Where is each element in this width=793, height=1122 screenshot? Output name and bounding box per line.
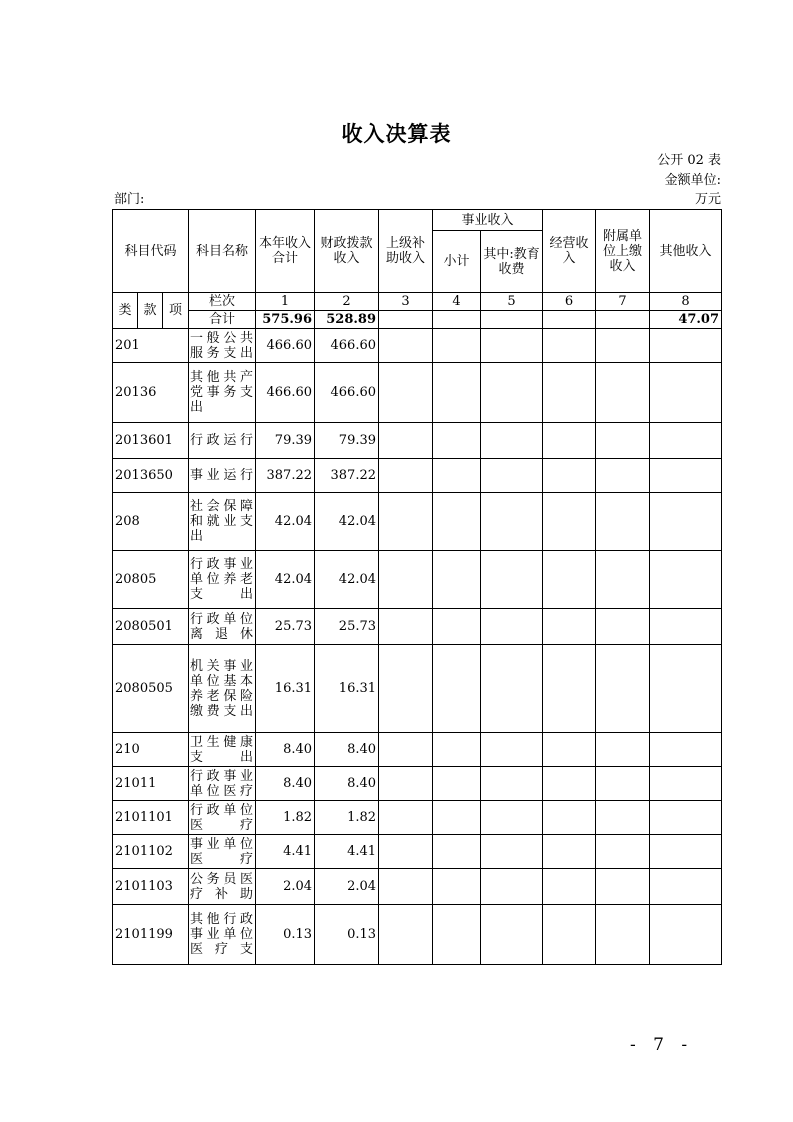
- row-subtotal: [433, 645, 481, 733]
- row-edu: [481, 905, 543, 965]
- row-name: 社会保障和就业支出: [189, 493, 256, 551]
- row-operating: [543, 869, 596, 905]
- row-other: [650, 645, 722, 733]
- row-superior: [379, 733, 433, 767]
- row-subtotal: [433, 459, 481, 493]
- row-subtotal: [433, 363, 481, 423]
- column-number: 6: [543, 293, 596, 311]
- row-fiscal: 1.82: [315, 801, 379, 835]
- table-row: [113, 835, 722, 869]
- form-number: 公开 02 表: [657, 153, 721, 168]
- row-other: [650, 493, 722, 551]
- row-name: 公务员医疗补助: [189, 869, 256, 905]
- column-number: 3: [379, 293, 433, 311]
- row-fiscal: 466.60: [315, 329, 379, 363]
- row-edu: [481, 767, 543, 801]
- row-name: 行政运行: [189, 423, 256, 459]
- row-operating: [543, 609, 596, 645]
- table-row: [113, 733, 722, 767]
- row-edu: [481, 493, 543, 551]
- row-name: 一般公共服务支出: [190, 330, 255, 361]
- row-affiliated: [596, 801, 650, 835]
- row-affiliated: [596, 645, 650, 733]
- row-edu: [481, 801, 543, 835]
- totals-row: [113, 311, 722, 329]
- row-name: 事业运行: [189, 459, 256, 493]
- row-name: 机关事业单位基本养老保险缴费支出: [189, 645, 256, 733]
- row-operating: [543, 801, 596, 835]
- row-fiscal: 4.41: [315, 835, 379, 869]
- row-fiscal: 0.13: [315, 905, 379, 965]
- row-operating: [543, 493, 596, 551]
- header-code: 科目代码: [113, 210, 189, 293]
- row-affiliated: [596, 493, 650, 551]
- header-name: 科目名称: [189, 210, 256, 293]
- row-code: 2013601: [113, 423, 189, 459]
- row-fiscal: 387.22: [315, 459, 379, 493]
- row-operating: [543, 363, 596, 423]
- row-code: 2101199: [113, 905, 189, 965]
- totals-total: 575.96: [256, 311, 315, 329]
- page-number: - 7 -: [630, 1035, 694, 1055]
- table-row: [113, 329, 722, 363]
- row-superior: [379, 767, 433, 801]
- row-edu: [481, 609, 543, 645]
- row-code: 2013650: [113, 459, 189, 493]
- row-edu: [481, 363, 543, 423]
- row-other: [650, 767, 722, 801]
- header-total: 本年收入合计: [256, 210, 315, 293]
- header-career: 事业收入: [433, 210, 543, 231]
- row-operating: [543, 329, 596, 363]
- row-total: 466.60: [256, 363, 315, 423]
- row-affiliated: [596, 329, 650, 363]
- table-row: [113, 551, 722, 609]
- row-edu: [481, 423, 543, 459]
- unit-label: 金额单位:: [664, 173, 721, 188]
- row-fiscal: 42.04: [315, 551, 379, 609]
- header-fiscal: 财政拨款收入: [315, 210, 379, 293]
- row-other: [650, 329, 722, 363]
- table-row: [113, 869, 722, 905]
- row-edu: [481, 645, 543, 733]
- row-affiliated: [596, 423, 650, 459]
- row-other: [650, 733, 722, 767]
- row-operating: [543, 905, 596, 965]
- row-other: [650, 609, 722, 645]
- row-total: 8.40: [256, 767, 315, 801]
- row-other: [650, 801, 722, 835]
- totals-operating: [543, 311, 596, 329]
- row-edu: [481, 459, 543, 493]
- row-operating: [543, 551, 596, 609]
- row-superior: [379, 905, 433, 965]
- row-superior: [379, 835, 433, 869]
- row-superior: [379, 869, 433, 905]
- header-kuan: 款: [138, 293, 163, 329]
- table-row: [113, 609, 722, 645]
- row-superior: [379, 423, 433, 459]
- column-number: 1: [256, 293, 315, 311]
- row-subtotal: [433, 733, 481, 767]
- row-edu: [481, 329, 543, 363]
- row-subtotal: [433, 329, 481, 363]
- row-name: 卫生健康支出: [190, 734, 255, 765]
- row-superior: [379, 329, 433, 363]
- totals-affiliated: [596, 311, 650, 329]
- column-number-row: [113, 293, 722, 311]
- totals-subtotal: [433, 311, 481, 329]
- row-superior: [379, 609, 433, 645]
- row-subtotal: [433, 905, 481, 965]
- row-name: 行政事业单位养老支出: [189, 551, 256, 609]
- row-other: [650, 835, 722, 869]
- income-report-table: [112, 209, 722, 965]
- totals-superior: [379, 311, 433, 329]
- table-row: [113, 645, 722, 733]
- header-lei: 类: [113, 293, 138, 329]
- row-subtotal: [433, 493, 481, 551]
- table-row: [113, 767, 722, 801]
- row-affiliated: [596, 767, 650, 801]
- header-operating: 经营收入: [543, 210, 596, 293]
- row-other: [650, 869, 722, 905]
- row-fiscal: 8.40: [315, 767, 379, 801]
- table-row: [113, 801, 722, 835]
- column-number: 7: [596, 293, 650, 311]
- row-superior: [379, 459, 433, 493]
- row-fiscal: 25.73: [315, 609, 379, 645]
- unit-value: 万元: [694, 192, 721, 207]
- row-superior: [379, 801, 433, 835]
- row-code: 20805: [113, 551, 189, 609]
- row-code: 2101102: [113, 835, 189, 869]
- row-operating: [543, 767, 596, 801]
- row-code: 20136: [113, 363, 189, 423]
- row-total: 25.73: [256, 609, 315, 645]
- row-other: [650, 905, 722, 965]
- row-subtotal: [433, 801, 481, 835]
- row-total: 4.41: [256, 835, 315, 869]
- row-name: 行政单位离退休: [189, 609, 256, 645]
- row-affiliated: [596, 835, 650, 869]
- row-fiscal: 466.60: [315, 363, 379, 423]
- header-edu: 其中:教育收费: [481, 231, 543, 293]
- row-code: 2080501: [113, 609, 189, 645]
- row-operating: [543, 835, 596, 869]
- row-code: 201: [113, 329, 189, 363]
- header-xiang: 项: [163, 293, 189, 329]
- row-subtotal: [433, 767, 481, 801]
- header-column-no: 栏次: [189, 293, 256, 311]
- row-total: 2.04: [256, 869, 315, 905]
- row-other: [650, 423, 722, 459]
- table-row: [113, 459, 722, 493]
- header-affiliated: 附属单位上缴收入: [596, 210, 650, 293]
- row-edu: [481, 835, 543, 869]
- row-affiliated: [596, 733, 650, 767]
- header-other: 其他收入: [650, 210, 722, 293]
- row-fiscal: 2.04: [315, 869, 379, 905]
- totals-fiscal: 528.89: [315, 311, 379, 329]
- row-fiscal: 42.04: [315, 493, 379, 551]
- row-superior: [379, 551, 433, 609]
- column-number: 8: [650, 293, 722, 311]
- table-row: [113, 423, 722, 459]
- row-affiliated: [596, 609, 650, 645]
- column-number: 4: [433, 293, 481, 311]
- row-code: 208: [113, 493, 189, 551]
- row-operating: [543, 459, 596, 493]
- row-edu: [481, 551, 543, 609]
- row-name: 行政单位医疗: [190, 802, 255, 833]
- row-other: [650, 551, 722, 609]
- row-total: 79.39: [256, 423, 315, 459]
- row-code: 2101103: [113, 869, 189, 905]
- row-fiscal: 79.39: [315, 423, 379, 459]
- row-code: 2080505: [113, 645, 189, 733]
- row-name: 其他共产党事务支出: [189, 363, 256, 423]
- row-total: 1.82: [256, 801, 315, 835]
- row-fiscal: 16.31: [315, 645, 379, 733]
- department-label: 部门:: [114, 192, 145, 207]
- row-total: 466.60: [256, 329, 315, 363]
- row-code: 2101101: [113, 801, 189, 835]
- row-name: 行政事业单位医疗: [190, 768, 255, 799]
- row-other: [650, 363, 722, 423]
- totals-label: 合计: [189, 311, 256, 329]
- row-edu: [481, 869, 543, 905]
- row-fiscal: 8.40: [315, 733, 379, 767]
- row-subtotal: [433, 423, 481, 459]
- header-superior: 上级补助收入: [379, 210, 433, 293]
- row-code: 21011: [113, 767, 189, 801]
- totals-edu: [481, 311, 543, 329]
- totals-other: 47.07: [650, 311, 722, 329]
- row-total: 16.31: [256, 645, 315, 733]
- page-title: 收入决算表: [341, 122, 452, 146]
- row-affiliated: [596, 869, 650, 905]
- header-subtotal: 小计: [433, 231, 481, 293]
- row-total: 42.04: [256, 493, 315, 551]
- row-affiliated: [596, 551, 650, 609]
- row-code: 210: [113, 733, 189, 767]
- table-row: [113, 493, 722, 551]
- row-subtotal: [433, 609, 481, 645]
- row-name: 事业单位医疗: [190, 836, 255, 867]
- row-total: 8.40: [256, 733, 315, 767]
- row-edu: [481, 733, 543, 767]
- row-name: 其他行政事业单位医疗支: [189, 905, 256, 965]
- row-subtotal: [433, 869, 481, 905]
- row-subtotal: [433, 835, 481, 869]
- header-row-1: [113, 210, 722, 231]
- row-affiliated: [596, 905, 650, 965]
- column-number: 5: [481, 293, 543, 311]
- row-operating: [543, 645, 596, 733]
- row-subtotal: [433, 551, 481, 609]
- row-affiliated: [596, 363, 650, 423]
- row-total: 0.13: [256, 905, 315, 965]
- row-superior: [379, 493, 433, 551]
- row-operating: [543, 423, 596, 459]
- table-row: [113, 363, 722, 423]
- row-affiliated: [596, 459, 650, 493]
- row-superior: [379, 645, 433, 733]
- row-total: 42.04: [256, 551, 315, 609]
- table-row: [113, 905, 722, 965]
- column-number: 2: [315, 293, 379, 311]
- row-superior: [379, 363, 433, 423]
- row-operating: [543, 733, 596, 767]
- row-other: [650, 459, 722, 493]
- row-total: 387.22: [256, 459, 315, 493]
